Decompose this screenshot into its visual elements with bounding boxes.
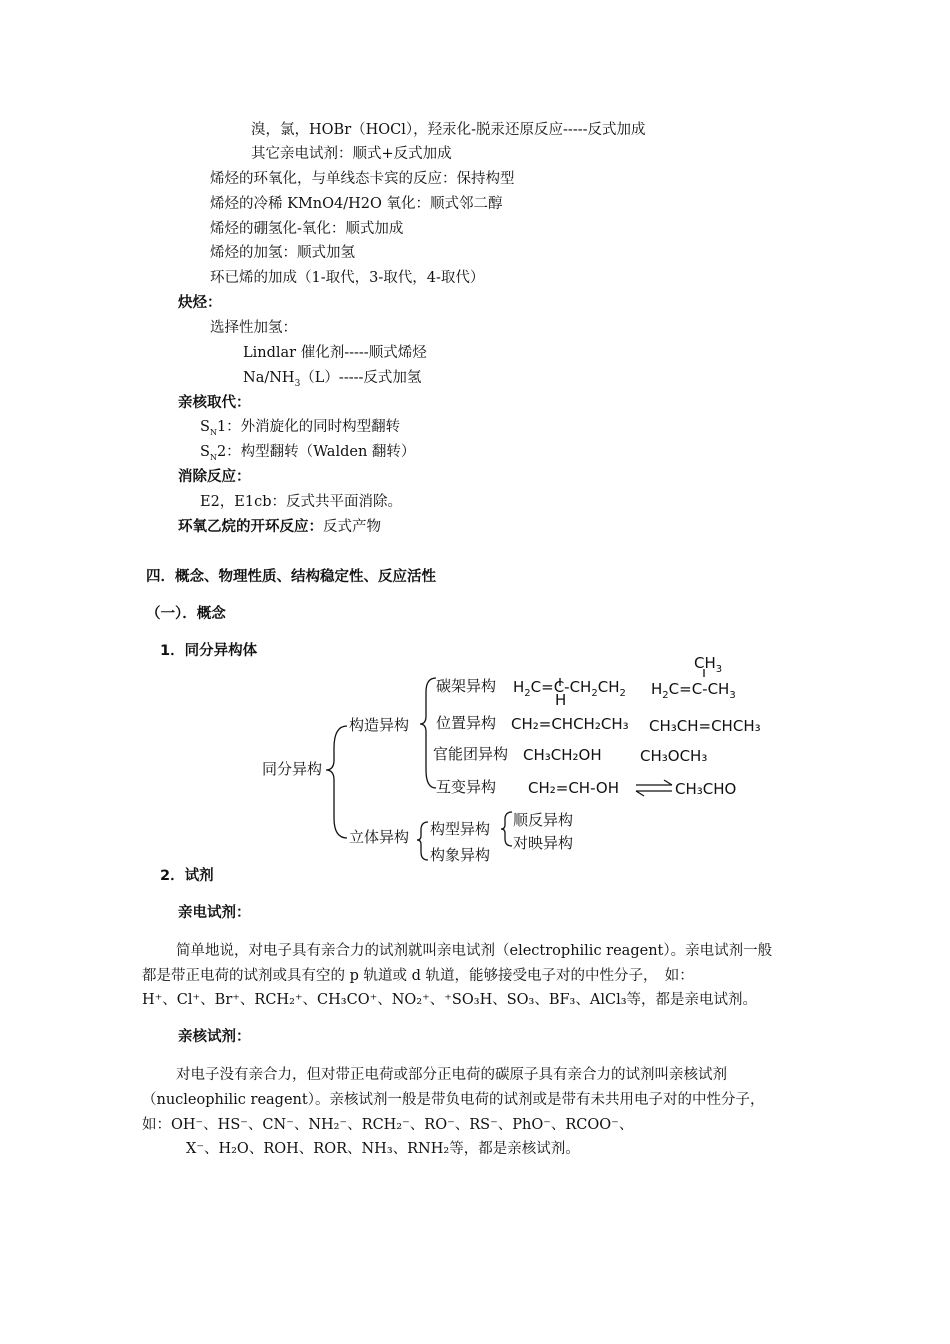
text-part: 1：外消旋化的同时构型翻转: [216, 419, 401, 435]
subscript: N: [209, 452, 217, 462]
label-stereo: 立体异构: [349, 828, 410, 846]
paragraph-electrophile-examples: H⁺、Cl⁺、Br⁺、RCH₂⁺、CH₃CO⁺、NO₂⁺、⁺SO₃H、SO₃、BF₃、AlCl₃等，都是亲电试剂。: [142, 992, 758, 1008]
section-title: 四．概念、物理性质、结构稳定性、反应活性: [146, 569, 436, 585]
item-title: 2．试剂: [160, 868, 214, 884]
label-functional: 官能团异构: [433, 745, 509, 763]
text-line: 烯烃的硼氢化-氧化：顺式加成: [210, 221, 404, 237]
formula-skeleton-2: $H_2C=C-CH_3$: [651, 680, 736, 701]
text-line: E2，E1cb：反式共平面消除。: [200, 494, 403, 510]
paragraph-nucleophile-examples: X⁻、H₂O、ROH、ROR、NH₃、RNH₂等，都是亲核试剂。: [186, 1141, 580, 1157]
text-part: Na/NH: [243, 370, 295, 386]
heading-electrophile: 亲电试剂：: [178, 905, 251, 921]
text-line: 环已烯的加成（1-取代，3-取代，4-取代）: [210, 270, 485, 286]
item-title: 1．同分异构体: [160, 643, 258, 659]
brace-stereo: [417, 822, 428, 860]
formula-functional-1: CH₃CH₂OH: [523, 746, 602, 764]
paragraph-nucleophile: 对电子没有亲合力，但对带正电荷或部分正电荷的碳原子具有亲合力的试剂叫亲核试剂（nucleophilic reagent）。亲核试剂一般是带负电荷的试剂或是带有未共用电子对的中性分子，如：OH⁻、HS⁻、CN⁻、NH₂⁻、RCH₂⁻、RO⁻、RS⁻、PhO⁻、RCOO⁻、: [142, 1067, 765, 1133]
text-line: 烯烃的环氧化，与单线态卡宾的反应：保持构型: [210, 171, 515, 187]
text-line: [200, 442, 415, 468]
label-enantiomer: 对映异构: [513, 834, 574, 852]
formula-skeleton-2-methyl: $CH_3$: [694, 654, 723, 675]
arrowhead-right: [664, 780, 672, 785]
arrowhead-left: [636, 791, 644, 796]
label-cis-trans: 顺反异构: [513, 811, 574, 829]
brace-constitutional: [420, 678, 436, 788]
formula-skeleton-1-h: H: [555, 691, 567, 709]
label-conformation: 构象异构: [430, 846, 491, 864]
subscript: N: [209, 427, 217, 437]
text-part: 反式产物: [323, 519, 381, 535]
text-line: [200, 417, 400, 443]
text-part: 2：构型翻转（Walden 翻转）: [216, 444, 416, 460]
label-configuration: 构型异构: [430, 820, 491, 838]
text-line: 其它亲电试剂：顺式+反式加成: [251, 146, 452, 162]
text-line: 烯烃的冷稀 KMnO4/H2O 氧化：顺式邻二醇: [210, 196, 503, 212]
text-part: （L）-----反式加氢: [300, 370, 422, 386]
heading-nucleophilic-substitution: 亲核取代：: [178, 395, 251, 411]
formula-tautomer-2: CH₃CHO: [675, 780, 737, 798]
formula-functional-2: CH₃OCH₃: [640, 747, 708, 765]
label-tautomer: 互变异构: [436, 778, 497, 796]
subscript: 3: [294, 378, 301, 389]
heading-epoxide: 环氧乙烷的开环反应：: [178, 519, 323, 535]
heading-nucleophile: 亲核试剂：: [178, 1029, 251, 1045]
subsection-title: （一）．概念: [146, 606, 226, 622]
heading-elimination: 消除反应：: [178, 469, 251, 485]
formula-position-2: CH₃CH=CHCH₃: [649, 717, 761, 735]
formula-tautomer-1: CH₂=CH-OH: [528, 779, 620, 797]
text-part: S: [200, 419, 210, 435]
label-skeleton: 碳架异构: [436, 677, 497, 695]
isomer-classification-diagram: [0, 648, 950, 872]
text-line: 选择性加氢：: [210, 320, 297, 336]
heading-alkyne: 炔烃：: [178, 295, 222, 311]
label-root: 同分异构: [262, 760, 323, 778]
text-line: [178, 517, 381, 537]
text-line: 溴，氯，HOBr（HOCl），羟汞化-脱汞还原反应-----反式加成: [251, 122, 646, 138]
formula-skeleton-1: $H_2C=C-CH_2CH_2$: [513, 678, 626, 699]
text-part: S: [200, 444, 210, 460]
paragraph-electrophile: 简单地说，对电子具有亲合力的试剂就叫亲电试剂（electrophilic reagent）。亲电试剂一般都是带正电荷的试剂或具有空的 p 轨道或 d 轨道，能够接受电子对的中性分子， 如：: [142, 943, 773, 984]
text-line: [243, 368, 421, 394]
text-line: Lindlar 催化剂-----顺式烯烃: [243, 345, 427, 361]
label-constitutional: 构造异构: [349, 716, 410, 734]
brace-root: [326, 726, 347, 838]
text-line: 烯烃的加氢：顺式加氢: [210, 245, 355, 261]
label-position: 位置异构: [436, 714, 497, 732]
formula-position-1: CH₂=CHCH₂CH₃: [511, 715, 629, 733]
brace-configuration: [501, 812, 512, 846]
